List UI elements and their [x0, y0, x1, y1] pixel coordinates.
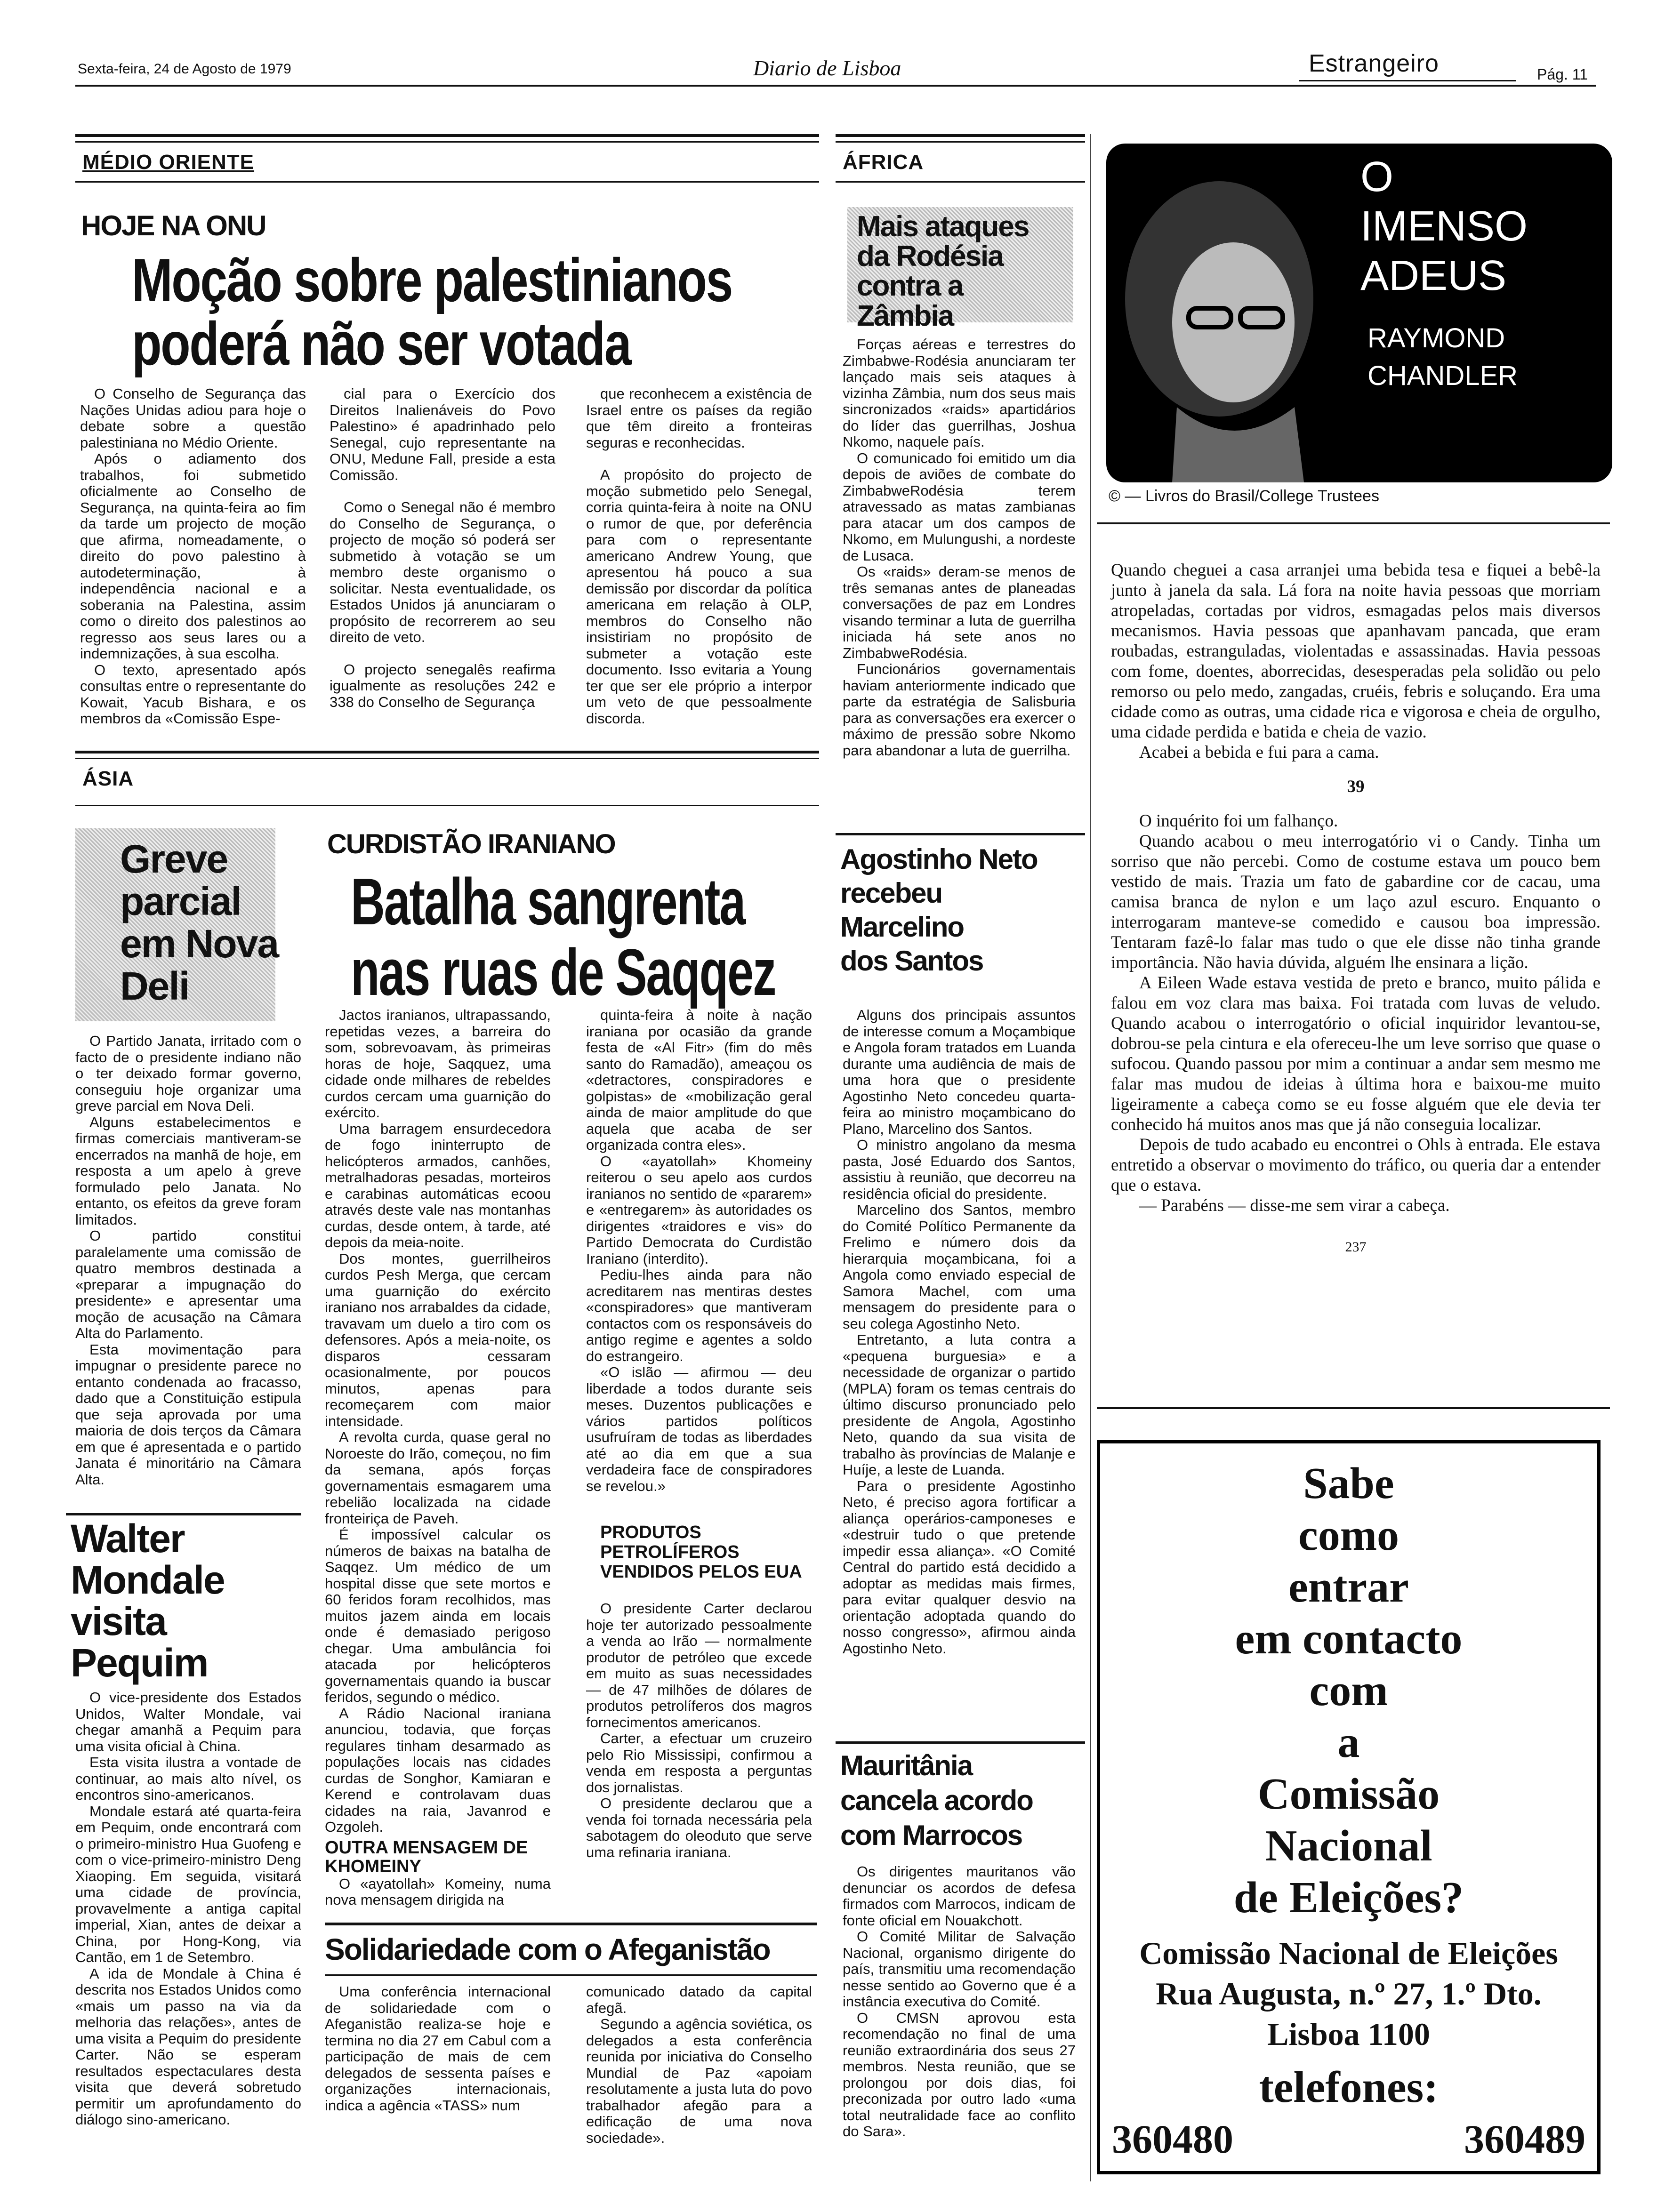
- article-rule: [836, 833, 1085, 835]
- section-rule: [75, 141, 819, 143]
- header-rule: [75, 85, 1596, 87]
- section-title: ÁFRICA: [843, 151, 924, 174]
- book-title: IMENSO: [1360, 203, 1528, 250]
- article-rule: [325, 1923, 817, 1925]
- book-title: ADEUS: [1360, 252, 1507, 299]
- section-label: Estrangeiro: [1309, 50, 1439, 77]
- headline: Moção sobre palestinianos: [132, 246, 732, 314]
- page-number: Pág. 11: [1537, 66, 1588, 83]
- serial-rule: [1097, 1407, 1610, 1409]
- section-rule: [836, 141, 1085, 143]
- serial-page-number: 237: [1345, 1239, 1367, 1255]
- masthead: Diario de Lisboa: [753, 56, 901, 80]
- article-column: Os dirigentes mauritanos vão denunciar os acordos de defesa firmados com Marrocos, indicam de fonte oficial em Nouakchott. O Comité Militar de Salvação Nacional, organismo dirigente do país, transmitiu uma recomendação nesse sentido ao Governo que é a instância executiva do Comité. O CMSN aprovou esta recomendação no final de uma reunião extraordinária dos seus 27 membros. Nesta reunião, que se prolongou por dois dias, foi preconizada por outro lado «uma total neutralidade face ao conflito do Sara».: [843, 1863, 1076, 2140]
- kicker: HOJE NA ONU: [81, 210, 266, 241]
- section-rule: [75, 134, 819, 137]
- headline: Walter Mondale visita Pequim: [71, 1516, 225, 1685]
- section-rule: [75, 181, 819, 183]
- book-author: CHANDLER: [1367, 361, 1518, 391]
- headline: poderá não ser votada: [132, 309, 631, 378]
- article-column: O Conselho de Segurança das Nações Unidas adiou para hoje o debate sobre a questão palestiniana no Médio Oriente. Após o adiamento dos trabalhos, foi submetido oficialmente ao Conselho de Segurança, na quinta-feira ao fim da tarde um projecto de moção que afirma, nomeadamente, o direito do povo palestino à autodeterminação, à independência nacional e a soberania na Palestina, assim como o direito dos palestinos ao regresso aos seus lares ou a indemnizações, à sua escolha. O texto, apresentado após consultas entre o representante do Kowait, Yacub Bishara, e os membros da «Comissão Espe-: [80, 385, 306, 727]
- book-cover: [1106, 144, 1612, 482]
- article-rule: [325, 1974, 817, 1976]
- article-column: cial para o Exercício dos Direitos Inalienáveis do Povo Palestino» é apadrinhado pelo Senegal, cujo representante na ONU, Medune Fall, preside a esta Comissão. Como o Senegal não é membro do Conselho de Segurança, o projecto de moção só poderá ser submetido à votação se um membro deste organismo o solicitar. Nesta eventualidade, os Estados Unidos já anunciaram o propósito de recorrerem ao seu direito de veto. O projecto senegalês reafirma igualmente as resoluções 242 e 338 do Conselho de Segurança: [330, 385, 555, 710]
- article-column: comunicado datado da capital afegã. Segundo a agência soviética, os delegados a esta conferência reunida por iniciativa do Conselho Mundial de Paz «apoiam resolutamente a justa luta do povo trabalhador afegão para a edificação de uma nova sociedade».: [586, 1983, 812, 2146]
- article-column: que reconhecem a existência de Israel entre os países da região que têm direito a fronteiras seguras e reconhecidas. A propósito do projecto de moção submetido pelo Senegal, corria quinta-feira à noite na ONU o rumor de que, por deferência para com o representante americano Andrew Young, que apresentou há pouco a sua demissão por discordar da política americana em relação à OLP, membros do Conselho não insistiriam no propósito de submeter a votação este documento. Isso evitaria a Young ter que ser ele próprio a interpor um veto de que pessoalmente discorda.: [586, 385, 812, 727]
- headline: Solidariedade com o Afeganistão: [325, 1932, 770, 1966]
- advertisement: Sabe como entrar em contacto com a Comissão Nacional de Eleições? Comissão Nacional de Eleições Rua Augusta, n.º 27, 1.º Dto. Lisboa 1100 telefones: 360480 360489: [1097, 1440, 1601, 2174]
- article-column: Jactos iranianos, ultrapassando, repetidas vezes, a barreira do som, sobrevoavam, às primeiras horas de hoje, Saqquez, uma cidade onde milhares de rebeldes curdos cercam uma guarnição do exército. Uma barragem ensurdecedora de fogo ininterrupto de helicópteros armados, canhões, metralhadoras pesadas, morteiros e carabinas automáticas ecoou através deste vale nas montanhas curdas, desde ontem, à tarde, até depois da meia-noite. Dos montes, guerrilheiros curdos Pesh Merga, que cercam uma guarnição do exército iraniano nos arrabaldes da cidade, travavam um duelo a tiro com os defensores. Após a meia-noite, os disparos cessaram ocasionalmente, por poucos minutos, apenas para recomeçarem com maior intensidade. A revolta curda, quase geral no Noroeste do Irão, começou, no fim da semana, após forças governamentais esmagarem uma rebelião localizada na cidade fronteiriça de Paveh. É impossível calcular os números de baixas na batalha de Saqqez. Um médico de um hospital disse que sete mortos e 60 feridos foram recolhidos, mas muitos jazem ainda em locais onde é demasiado perigoso chegar. Uma ambulância foi atacada por helicópteros governamentais quando ia buscar feridos, segundo o médico. A Rádio Nacional iraniana anunciou, todavia, que forças regulares tinham desarmado as populações locais nas cidades curdas de Songhor, Kamiaran e Kerend e controlavam duas cidades na raia, Javanrod e Ozgoleh. OUTRA MENSAGEM DE KHOMEINY O «ayatollah» Komeiny, numa nova mensagem dirigida na: [325, 1007, 551, 1908]
- header-date: Sexta-feira, 24 de Agosto de 1979: [78, 61, 291, 77]
- article-column: O vice-presidente dos Estados Unidos, Walter Mondale, vai chegar amanhã a Pequim para uma visita oficial à China. Esta visita ilustra a vontade de continuar, ao mais alto nível, os encontros sino-americanos. Mondale estará até quarta-feira em Pequim, onde encontrará com o primeiro-ministro Hua Guofeng e com o vice-primeiro-ministro Deng Xiaoping. Em seguida, visitará uma cidade de província, provavelmente a antiga capital imperial, Xian, antes de deixar a China, por Hong-Kong, via Cantão, em 1 de Setembro. A ida de Mondale à China é descrita nos Estados Unidos como «mais um passo na via da melhoria das relações», antes de uma visita a Pequim do presidente Carter. Não se esperam resultados espectaculares desta visita que deverá sobretudo permitir um aprofundamento do diálogo sino-americano.: [75, 1689, 301, 2128]
- credit-rule: [1097, 522, 1610, 524]
- section-rule: [836, 181, 1085, 183]
- headline: Mais ataques da Rodésia contra a Zâmbia: [857, 210, 1029, 332]
- column-divider: [1090, 134, 1091, 2181]
- section-rule: [75, 805, 819, 806]
- headline: Greve parcial em Nova Deli: [120, 837, 279, 1008]
- section-title: MÉDIO ORIENTE: [82, 151, 255, 174]
- section-rule: [75, 758, 819, 759]
- subhead: OUTRA MENSAGEM DE KHOMEINY: [325, 1837, 528, 1876]
- headline: Batalha sangrenta: [351, 865, 745, 938]
- headline: nas ruas de Saqqez: [351, 935, 776, 1009]
- article-column: Forças aéreas e terrestres do Zimbabwe-Rodésia anunciaram ter lançado mais seis ataques à vizinha Zâmbia, num dos seus mais sincronizados «raids» apartidários do líder das guerrilhas, Joshua Nkomo, naquele país. O comunicado foi emitido um dia depois de aviões de combate do ZimbabweRodésia terem atravessado as matas zambianas para atacar um dos campos de Nkomo, em Mulungushi, a nordeste de Lusaca. Os «raids» deram-se menos de três semanas antes de planeadas conversações de paz em Londres visando terminar a luta de guerrilha iniciada há sete anos no ZimbabweRodésia. Funcionários governamentais haviam anteriormente indicado que parte da estratégia de Salisburia para as conversações era exercer o máximo de pressão sobre Nkomo para abandonar a luta de guerrilha.: [843, 336, 1076, 759]
- article-column: Uma conferência internacional de solidariedade com o Afeganistão realiza-se hoje e termina no dia 27 em Cabul com a participação de mais de cem delegados de sessenta países e organizações internacionais, indica a agência «TASS» num: [325, 1983, 551, 2114]
- book-title: O: [1360, 153, 1394, 200]
- phone-number: 360480: [1112, 2116, 1233, 2162]
- section-title: ÁSIA: [82, 767, 134, 790]
- book-author: RAYMOND: [1367, 323, 1505, 353]
- headline: Agostinho Neto recebeu Marcelino dos Santos: [840, 843, 1038, 977]
- article-column: quinta-feira à noite à nação iraniana por ocasião da grande festa de «Al Fitr» (fim do mês santo do Ramadão), ameaçou os «detractores, conspiradores e golpistas» de «mobilização geral ainda de maior amplitude do que aquela que acaba de ser organizada contra eles». O «ayatollah» Khomeiny reiterou o seu apelo aos curdos iranianos no sentido de «pararem» e «entregarem» às autoridades os dirigentes «traidores e vis» do Partido Democrata do Curdistão Iraniano (interdito). Pediu-lhes ainda para não acreditarem nas mentiras destes «conspiradores» que mantiveram contactos com os responsáveis do antigo regime e agentes a soldo do estrangeiro. «O islão — afirmou — deu liberdade a todos durante seis meses. Duzentos publicações e vários partidos políticos usufruíram de todas as liberdades até ao dia em que a sua verdadeira face de conspiradores se revelou.» PRODUTOS PETROLÍFEROS VENDIDOS PELOS EUA O presidente Carter declarou hoje ter autorizado pessoalmente a venda ao Irão — normalmente produtor de petróleo que excede em muito as suas necessidades — de 47 milhões de dólares de produtos petrolíferos dos magros fornecimentos americanos. Carter, a efectuar um cruzeiro pelo Rio Mississipi, confirmou a venda em resposta a perguntas dos jornalistas. O presidente declarou que a venda foi tornada necessária pela sabotagem do oleoduto que serve uma refinaria iraniana.: [586, 1007, 812, 1860]
- subhead: PRODUTOS PETROLÍFEROS VENDIDOS PELOS EUA: [600, 1523, 802, 1582]
- article-rule: [836, 1741, 1085, 1744]
- section-rule: [836, 134, 1085, 137]
- kicker: CURDISTÃO IRANIANO: [327, 829, 615, 859]
- chapter-number: 39: [1347, 777, 1365, 796]
- article-rule: [66, 1513, 301, 1515]
- article-column: O Partido Janata, irritado com o facto de o presidente indiano não o ter deixado formar governo, conseguiu hoje organizar uma greve parcial em Nova Deli. Alguns estabelecimentos e firmas comerciais mantiveram-se encerrados na manhã de hoje, em resposta a um apelo à greve formulado pelo Janata. No entanto, os efeitos da greve foram limitados. O partido constitui paralelamente uma comissão de quatro membros destinada a «preparar a impugnação do presidente» e apresentar uma moção de acusação na Câmara Alta do Parlamento. Esta movimentação para impugnar o presidente parece no entanto condenada ao fracasso, dado que a Constituição estipula que seja aprovada por uma maioria de dois terços da Câmara em que é apresentada e o partido Janata é minoritário na Câmara Alta.: [75, 1033, 301, 1488]
- book-credit: © — Livros do Brasil/College Trustees: [1109, 487, 1379, 505]
- header-rule-2: [1299, 80, 1516, 81]
- section-rule: [75, 751, 819, 753]
- serial-text: Quando cheguei a casa arranjei uma bebida tesa e fiquei a bebê-la junto à janela da sala. Lá fora na noite havia pessoas que morriam atropeladas, cortadas por vidros, esmagadas pelos mais diversos mecanismos. Havia pessoas que apanhavam pancada, que eram roubadas, estranguladas, violentadas e assassinadas. Havia pessoas com fome, doentes, aborrecidas, desesperadas pela solidão ou pelo remorso ou pelo medo, zangadas, cruéis, febris e soluçando. Era uma cidade como as outras, uma cidade rica e vigorosa e cheia de orgulho, uma cidade perdida e batida e cheia de vazio. Acabei a bebida e fui para a cama. 39 O inquérito foi um falhanço. Quando acabou o meu interrogatório vi o Candy. Tinha um sorriso que não percebi. Como de costume estava um pouco bem vestido de mais. Trazia um fato de gabardine cor de cacau, uma camisa branca de nylon e um laço azul escuro. Enquanto o interrogaram manteve-se comedido e causou boa impressão. Tentaram fazê-lo falar mas tudo o que ele disse não tinha grande importância. Não havia dúvida, alguém lhe ensinara a lição. A Eileen Wade estava vestida de preto e branco, muito pálida e falou em voz clara mas baixa. Foi tratada com luvas de veludo. Quando acabou o interrogatório o oficial inquiridor levantou-se, dobrou-se pela cintura e ela ofereceu-lhe um leve sorriso que quase o sufocou. Quando passou por mim a continuar a andar sem mesmo me falar mas mudou de ideias à última hora e baixou-me muito ligeiramente a cabeça como se eu fosse alguém que ele devia ter conhecido há muitos anos mas que já não conseguia localizar. Depois de tudo acabado eu encontrei o Ohls à entrada. Ele estava entretido a observar o movimento do tráfico, ou queria dar a entender que o estava. — Parabéns — disse-me sem virar a cabeça. 237: [1111, 560, 1601, 1257]
- phone-numbers: [1100, 2116, 1597, 2163]
- phone-number: 360489: [1464, 2116, 1585, 2162]
- article-column: Alguns dos principais assuntos de interesse comum a Moçambique e Angola foram tratados em Luanda durante uma audiência de mais de uma hora que o presidente Agostinho Neto concedeu quarta-feira ao ministro moçambicano do Plano, Marcelino dos Santos. O ministro angolano da mesma pasta, José Eduardo dos Santos, assistiu à reunião, que decorreu na residência oficial do presidente. Marcelino dos Santos, membro do Comité Político Permanente da Frelimo e número dois da hierarquia moçambicana, foi a Angola como enviado especial de Samora Machel, com uma mensagem do presidente para o seu colega Agostinho Neto. Entretanto, a luta contra a «pequena burguesia» e a necessidade de organizar o partido (MPLA) foram os temas centrais do último discurso pronunciado pelo presidente de Angola, Agostinho Neto, quando da sua visita de trabalho às províncias de Malanje e Huíje, a leste de Luanda. Para o presidente Agostinho Neto, é preciso agora fortificar a aliança operários-camponeses e «destruir tudo o que pretende impedir essa aliança». «O Comité Central do partido está decidido a adoptar as medidas mais firmes, para evitar qualquer desvio na orientação adoptada quando do nosso congresso», afirmou ainda Agostinho Neto.: [843, 1007, 1076, 1657]
- headline: Mauritânia cancela acordo com Marrocos: [840, 1750, 1033, 1851]
- author-portrait: [1106, 144, 1370, 482]
